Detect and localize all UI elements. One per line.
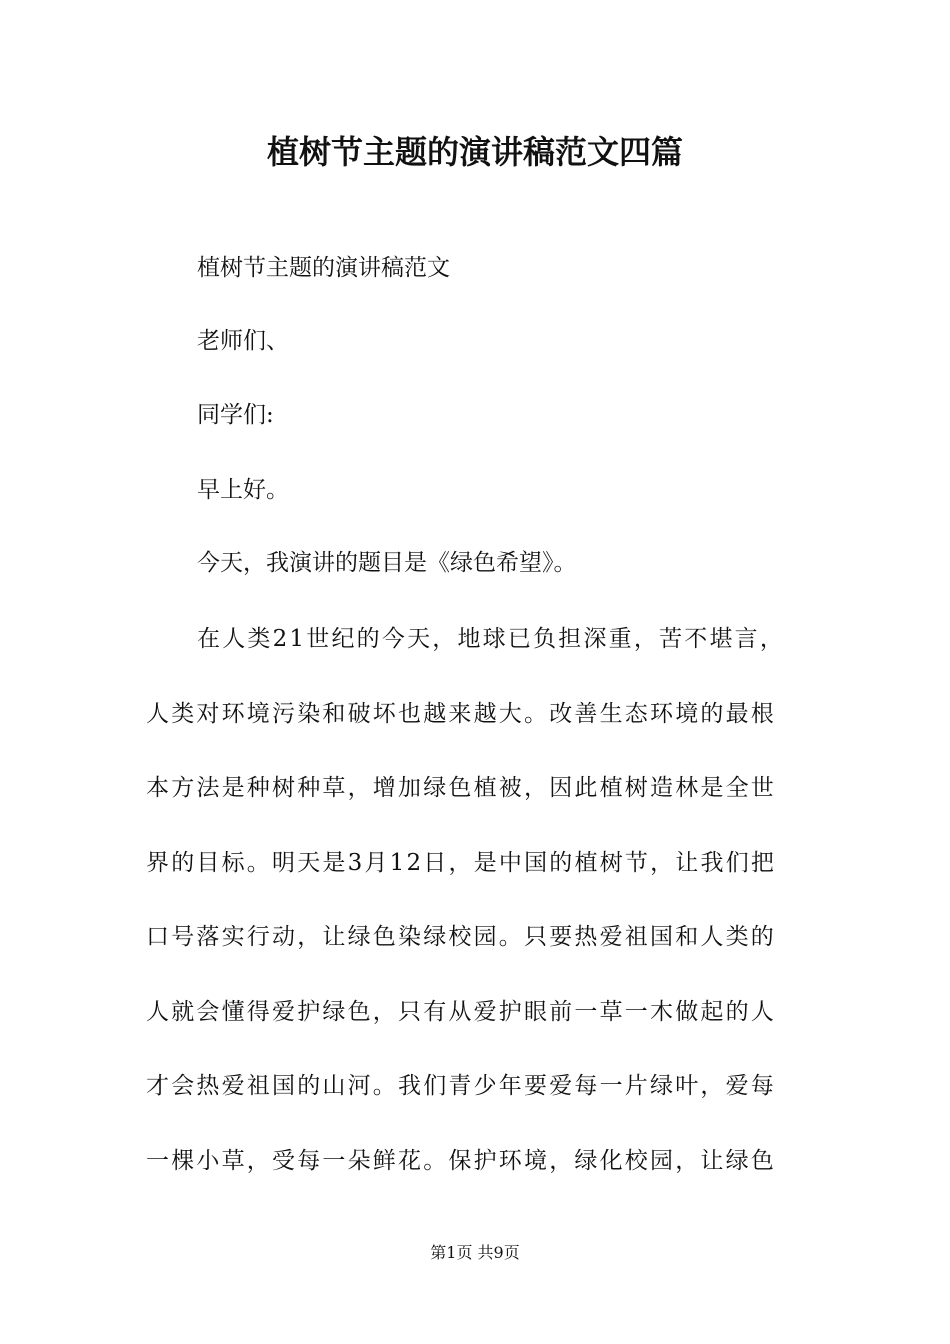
body-paragraph (146, 617, 806, 1213)
paragraph-line: 人类对环境污染和破坏也越来越大。改善生态环境的最根 (146, 700, 776, 727)
salutation-teachers: 老师们、 (197, 328, 289, 354)
paragraph-line: 在人类21世纪的今天，地球已负担深重，苦不堪言， (197, 626, 786, 652)
page-number-footer: 第1页 共9页 (430, 1243, 520, 1262)
topic-line: 今天，我演讲的题目是《绿色希望》。 (197, 550, 577, 576)
document-title: 植树节主题的演讲稿范文四篇 (266, 133, 683, 171)
paragraph-line: 一棵小草，受每一朵鲜花。保护环境，绿化校园，让绿色 (146, 1147, 776, 1174)
salutation-students: 同学们: (197, 402, 274, 428)
paragraph-line: 才会热爱祖国的山河。我们青少年要爱每一片绿叶，爱每 (146, 1073, 776, 1099)
paragraph-line: 人就会懂得爱护绿色，只有从爱护眼前一草一木做起的人 (146, 998, 776, 1025)
subtitle-line: 植树节主题的演讲稿范文 (197, 255, 450, 281)
paragraph-line: 界的目标。明天是3月12日，是中国的植树节，让我们把 (146, 849, 777, 876)
paragraph-line: 口号落实行动，让绿色染绿校园。只要热爱祖国和人类的 (146, 924, 776, 950)
paragraph-line: 本方法是种树种草，增加绿色植被，因此植树造林是全世 (146, 775, 776, 801)
greeting-line: 早上好。 (197, 477, 289, 503)
